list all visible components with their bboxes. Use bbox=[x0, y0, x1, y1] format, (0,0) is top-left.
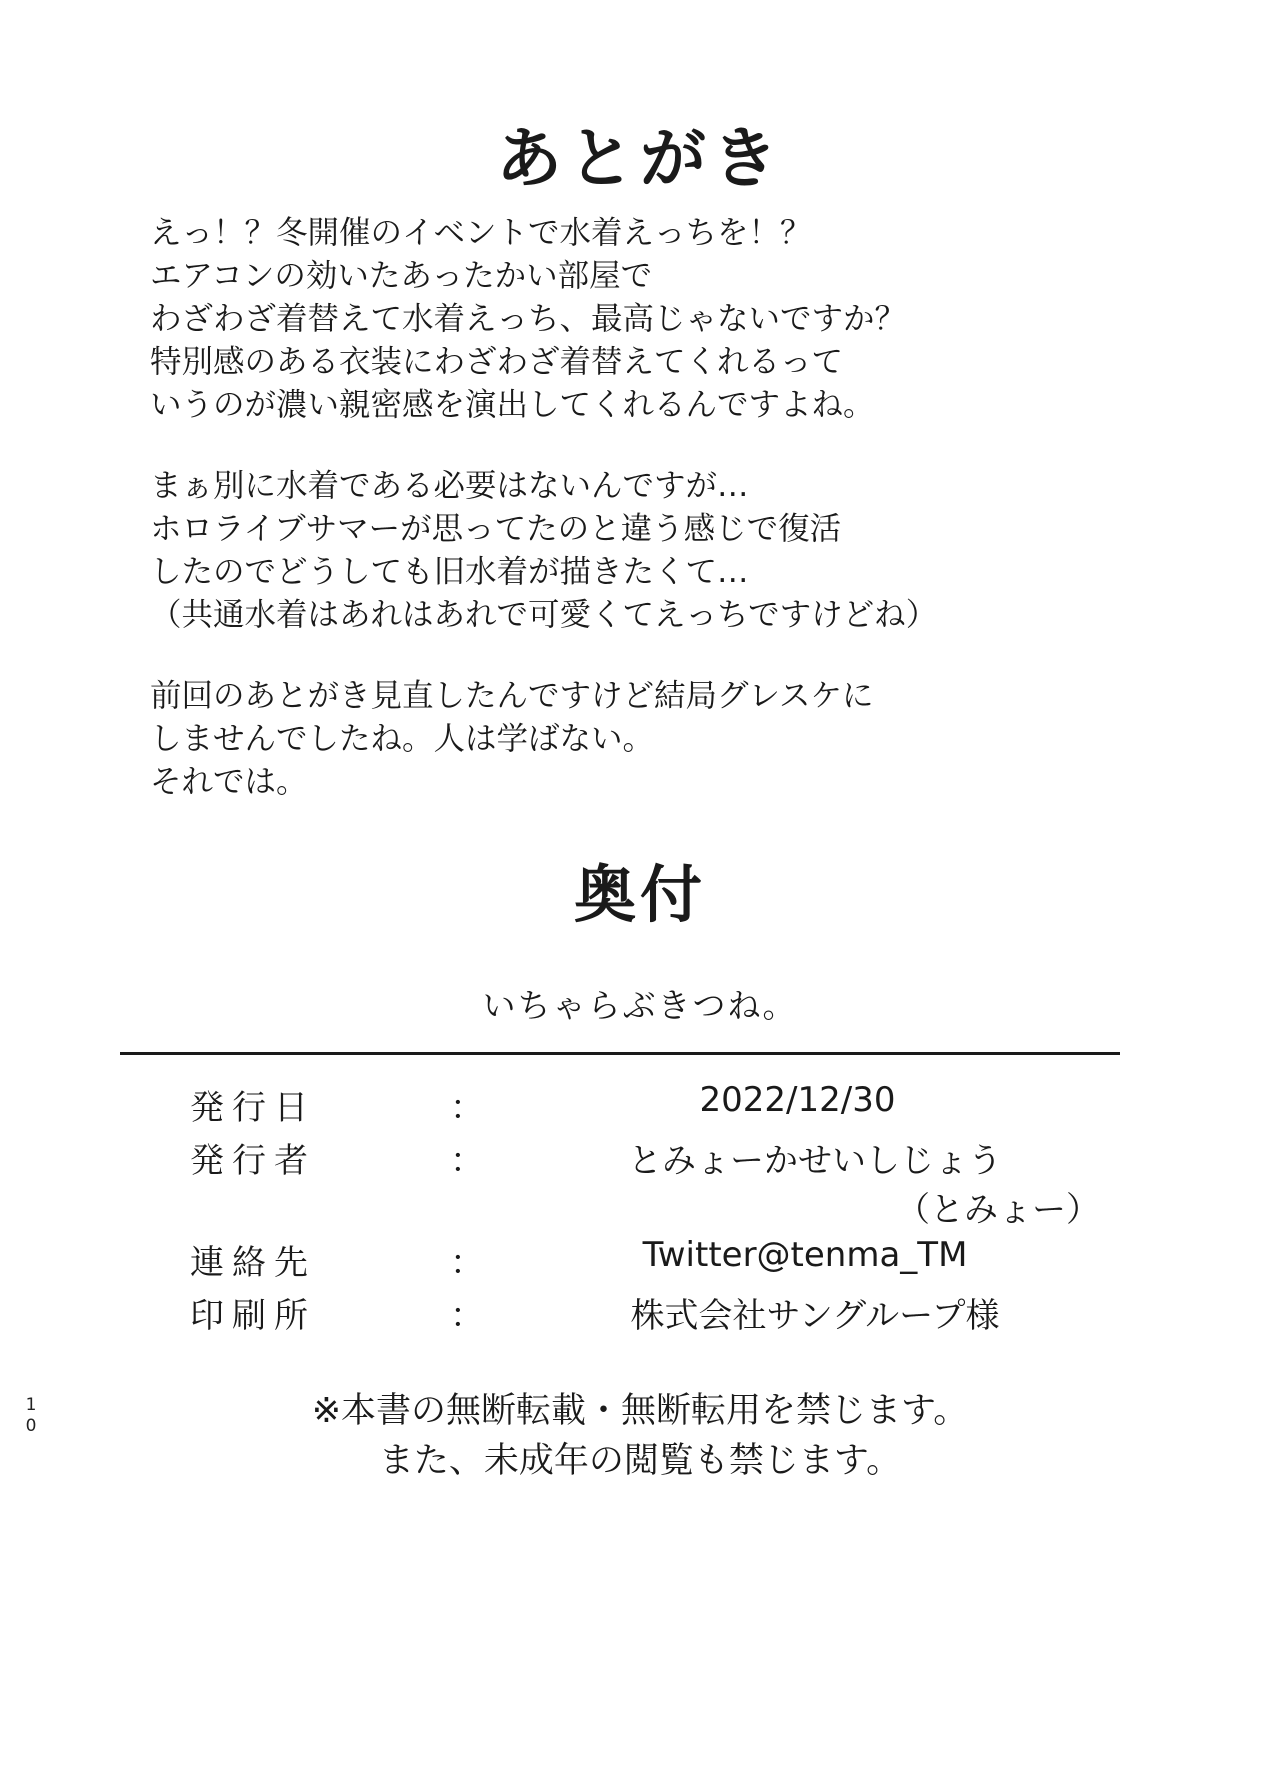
afterword-line: エアコンの効いたあったかい部屋で bbox=[150, 258, 653, 294]
afterword-paragraph bbox=[150, 465, 1150, 637]
afterword-line: 前回のあとがき見直したんですけど結局グレスケに bbox=[150, 678, 874, 714]
row-value: 株式会社サングループ様 bbox=[630, 1296, 1000, 1336]
table-row bbox=[190, 1131, 1140, 1233]
colophon-title: 奥付 bbox=[573, 858, 706, 931]
afterword-line: えっ！？冬開催のイベントで水着えっちを！？ bbox=[150, 215, 812, 251]
table-row bbox=[190, 1286, 1140, 1339]
row-label: 印刷所 bbox=[190, 1296, 316, 1336]
afterword-line: しませんでしたね。人は学ばない。 bbox=[150, 721, 655, 757]
notice-line: また、未成年の閲覧も禁じます。 bbox=[378, 1441, 902, 1481]
afterword-line: ホロライブサマーが思ってたのと違う感じで復活 bbox=[150, 511, 842, 547]
afterword-line: いうのが濃い親密感を演出してくれるんですよね。 bbox=[150, 387, 875, 423]
row-label: 発行者 bbox=[190, 1141, 316, 1181]
page-number: 10 bbox=[21, 1395, 41, 1437]
row-colon: ： bbox=[450, 1296, 484, 1336]
afterword-line: それでは。 bbox=[150, 764, 308, 800]
afterword-line: したのでどうしても旧水着が描きたくて… bbox=[150, 554, 749, 590]
row-value bbox=[490, 1131, 1140, 1233]
afterword-body bbox=[150, 212, 1150, 804]
circle-name: いちゃらぶきつね。 bbox=[482, 986, 798, 1025]
afterword-line: （共通水着はあれはあれで可愛くてえっちですけどね） bbox=[150, 597, 938, 633]
afterword-paragraph bbox=[150, 675, 1150, 804]
notice-line: ※本書の無断転載・無断転用を禁じます。 bbox=[311, 1391, 969, 1431]
row-colon: ： bbox=[450, 1088, 484, 1128]
row-label: 連絡先 bbox=[190, 1243, 316, 1283]
table-row bbox=[190, 1233, 1140, 1286]
horizontal-rule bbox=[120, 1052, 1120, 1055]
afterword-line: わざわざ着替えて水着えっち、最高じゃないですか？ bbox=[150, 301, 907, 337]
row-colon: ： bbox=[450, 1243, 484, 1283]
row-value-sub: （とみょー） bbox=[896, 1190, 1100, 1230]
afterword-paragraph bbox=[150, 212, 1150, 427]
colophon-table bbox=[190, 1078, 1140, 1339]
table-row bbox=[190, 1078, 1140, 1131]
afterword-line: 特別感のある衣装にわざわざ着替えてくれるって bbox=[150, 344, 844, 380]
afterword-line: まぁ別に水着である必要はないんですが… bbox=[150, 468, 749, 504]
row-label: 発行日 bbox=[190, 1088, 316, 1128]
row-value-main: とみょーかせいしじょう bbox=[628, 1141, 1002, 1181]
usage-notice bbox=[0, 1386, 1280, 1486]
row-colon: ： bbox=[450, 1141, 484, 1181]
row-value: Twitter@tenma_TM bbox=[642, 1235, 968, 1275]
afterword-title: あとがき bbox=[496, 120, 784, 197]
row-value: 2022/12/30 bbox=[699, 1080, 896, 1120]
